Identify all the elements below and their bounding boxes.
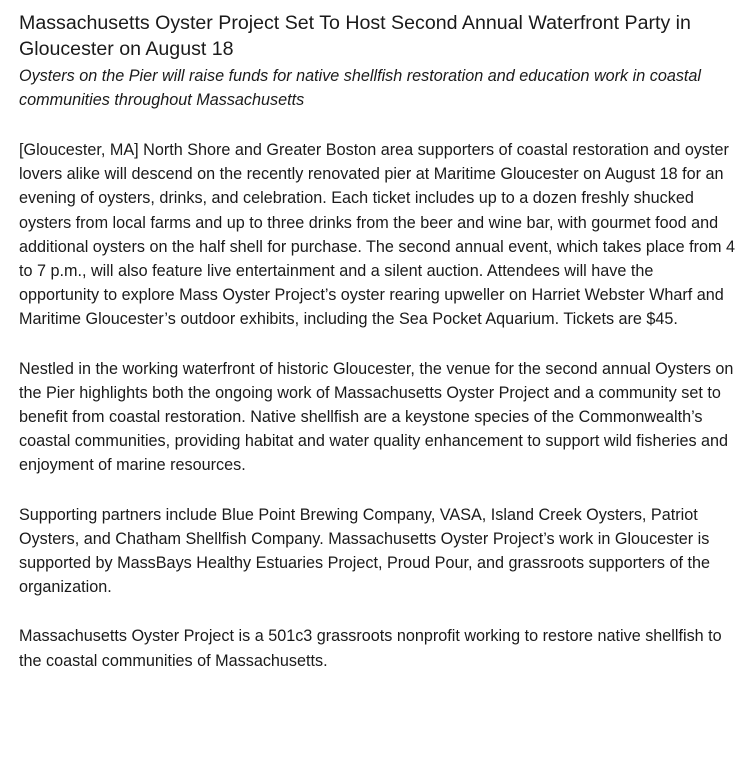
- paragraph-venue: Nestled in the working waterfront of historic Gloucester, the venue for the second annual Oysters on the Pier highlights both the ongoing work of Massachusetts Oyster Project and a community set to benefit from coastal restoration. Native shellfish are a keystone species of the Commonwealth’s coastal communities, providing habitat and water quality enhancement to support wild fisheries and enjoyment of marine resources.: [19, 359, 734, 475]
- paragraph-about-organization: Massachusetts Oyster Project is a 501c3 grassroots nonprofit working to restore native shellfish to the coastal communities of Massachusetts.: [19, 627, 722, 670]
- article-headline: Massachusetts Oyster Project Set To Host Second Annual Waterfront Party in Gloucester on August 18: [19, 12, 691, 60]
- paragraph-partners: Supporting partners include Blue Point Brewing Company, VASA, Island Creek Oysters, Patriot Oysters, and Chatham Shellfish Company. Massachusetts Oyster Project’s work in Gloucester is supported by MassBays Healthy Estuaries Project, Proud Pour, and grassroots supporters of the organization.: [19, 505, 711, 597]
- paragraph-event-details: [Gloucester, MA] North Shore and Greater Boston area supporters of coastal restoration and oyster lovers alike will descend on the recently renovated pier at Maritime Gloucester on August 18 for an evening of oysters, drinks, and celebration. Each ticket includes up to a dozen freshly shucked oysters from local farms and up to three drinks from the beer and wine bar, with gourmet food and additional oysters on the half shell for purchase. The second annual event, which takes place from 4 to 7 p.m., will also feature live entertainment and a silent auction. Attendees will have the opportunity to explore Mass Oyster Project’s oyster rearing upweller on Harriet Webster Wharf and Maritime Gloucester’s outdoor exhibits, including the Sea Pocket Aquarium. Tickets are $45.: [19, 141, 735, 329]
- article-subheadline: Oysters on the Pier will raise funds for native shellfish restoration and education work in coastal communities throughout Massachusetts: [19, 67, 702, 109]
